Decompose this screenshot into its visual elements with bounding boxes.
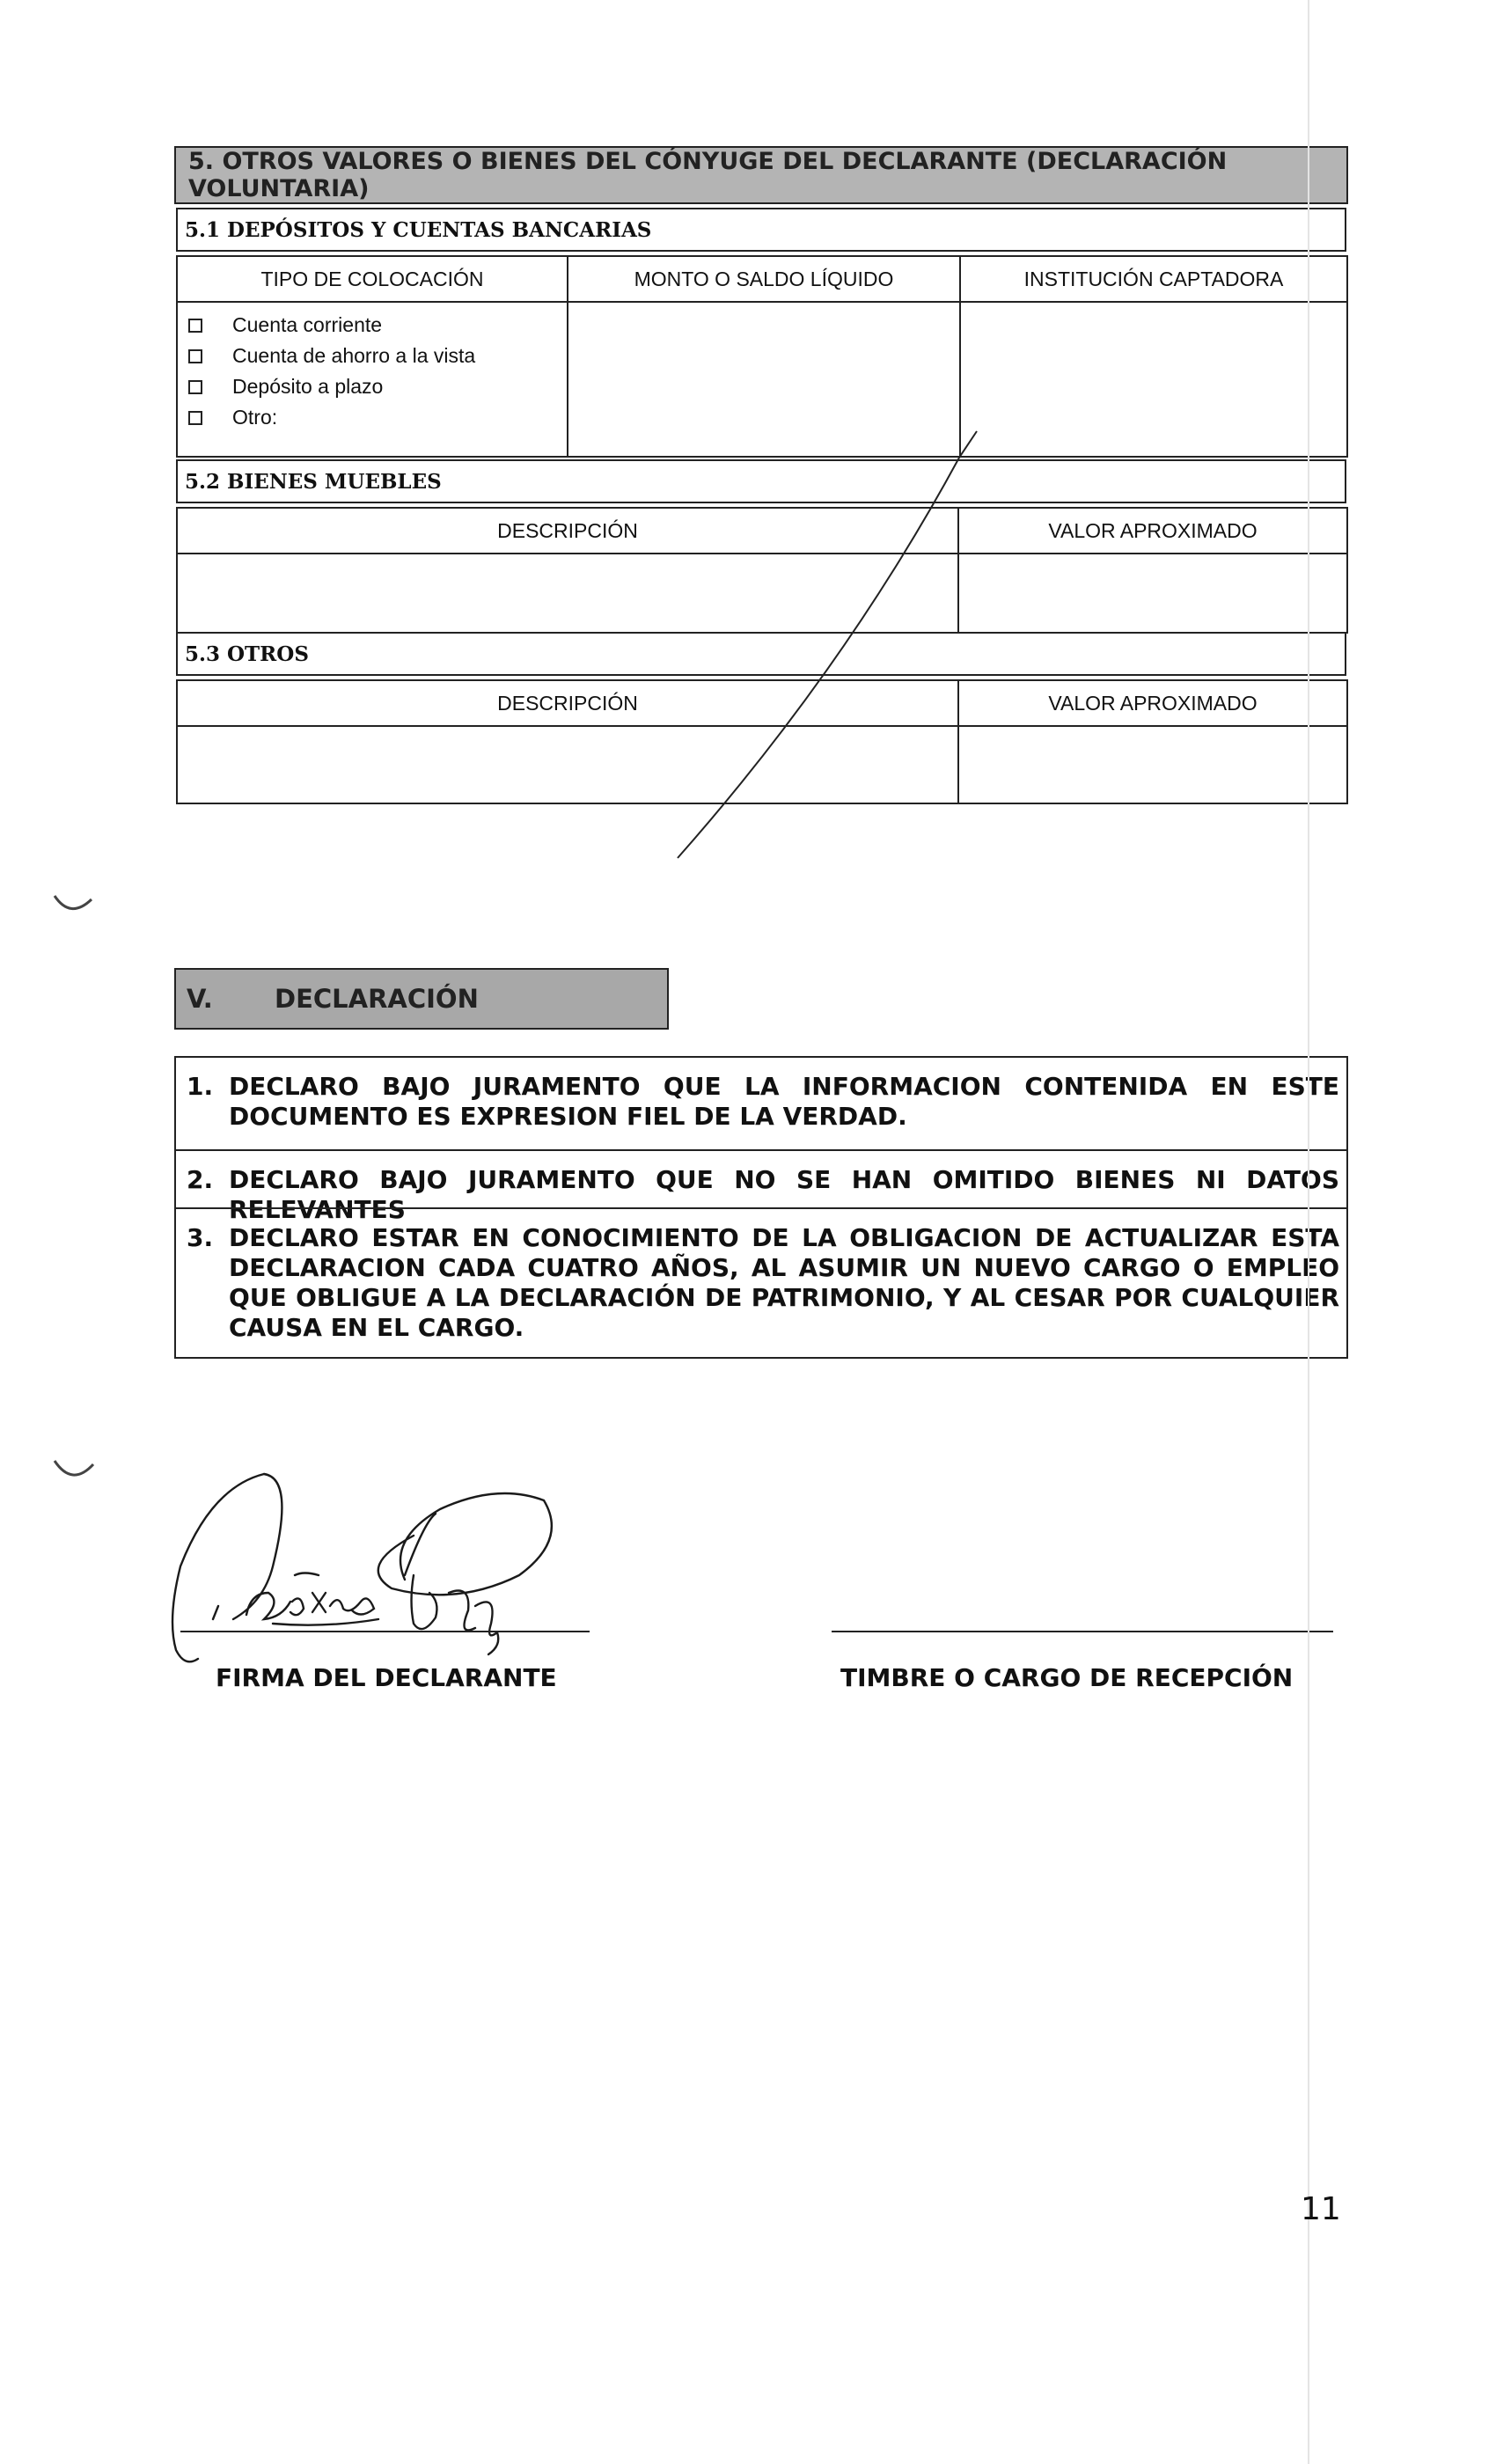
item-text: DECLARO BAJO JURAMENTO QUE NO SE HAN OMITIDO BIENES NI DATOS RELEVANTES xyxy=(229,1165,1339,1224)
col-header-valor: VALOR APROXIMADO xyxy=(958,680,1347,726)
declaration-item-3 xyxy=(176,1209,1346,1357)
page-number: 11 xyxy=(1301,2191,1341,2227)
item-number: 1. xyxy=(187,1072,214,1101)
scan-edge-line xyxy=(1308,0,1309,2464)
col-header-monto: MONTO O SALDO LÍQUIDO xyxy=(568,256,960,302)
col-header-descripcion: DESCRIPCIÓN xyxy=(177,680,958,726)
handwritten-signature xyxy=(150,1461,590,1681)
item-number: 3. xyxy=(187,1223,214,1252)
declaration-box xyxy=(174,1056,1348,1359)
declaration-title-bar xyxy=(174,968,669,1030)
reception-stamp-label: TIMBRE O CARGO DE RECEPCIÓN xyxy=(840,1663,1294,1692)
section-numeral: V. xyxy=(187,984,213,1014)
others-title: 5.3 OTROS xyxy=(176,632,1346,676)
item-number: 2. xyxy=(187,1165,214,1194)
declarant-signature-label: FIRMA DEL DECLARANTE xyxy=(216,1663,557,1692)
option-label: Cuenta corriente xyxy=(232,313,383,336)
punch-hole-mark xyxy=(55,1461,93,1475)
option-label: Depósito a plazo xyxy=(232,375,384,398)
declaration-item-1 xyxy=(176,1058,1346,1149)
punch-hole-mark xyxy=(55,896,92,909)
option-label: Otro: xyxy=(232,406,278,429)
declaration-title: DECLARACIÓN xyxy=(275,984,479,1014)
col-header-tipo: TIPO DE COLOCACIÓN xyxy=(177,256,568,302)
item-text: DECLARO BAJO JURAMENTO QUE LA INFORMACION CONTENIDA EN ESTE DOCUMENTO ES EXPRESION FIEL DE LA VERDAD. xyxy=(229,1072,1339,1131)
col-header-valor: VALOR APROXIMADO xyxy=(958,508,1347,554)
movables-title: 5.2 BIENES MUEBLES xyxy=(176,459,1346,503)
item-text: DECLARO ESTAR EN CONOCIMIENTO DE LA OBLIGACION DE ACTUALIZAR ESTA DECLARACION CADA CUATRO AÑOS, AL ASUMIR UN NUEVO CARGO O EMPLEO QUE OBLIGUE A LA DECLARACIÓN DE PATRIMONIO, Y AL CESAR POR CUALQUIER CAUSA EN EL CARGO. xyxy=(229,1223,1339,1342)
section-5-title: 5. OTROS VALORES O BIENES DEL CÓNYUGE DEL DECLARANTE (DECLARACIÓN VOLUNTARIA) xyxy=(174,146,1348,204)
signature-line-declarant xyxy=(180,1631,590,1632)
deposits-title: 5.1 DEPÓSITOS Y CUENTAS BANCARIAS xyxy=(176,208,1346,252)
signature-line-reception xyxy=(832,1631,1333,1632)
declaration-item-2 xyxy=(176,1151,1346,1224)
col-header-descripcion: DESCRIPCIÓN xyxy=(177,508,958,554)
col-header-institucion: INSTITUCIÓN CAPTADORA xyxy=(960,256,1347,302)
option-label: Cuenta de ahorro a la vista xyxy=(232,344,476,367)
